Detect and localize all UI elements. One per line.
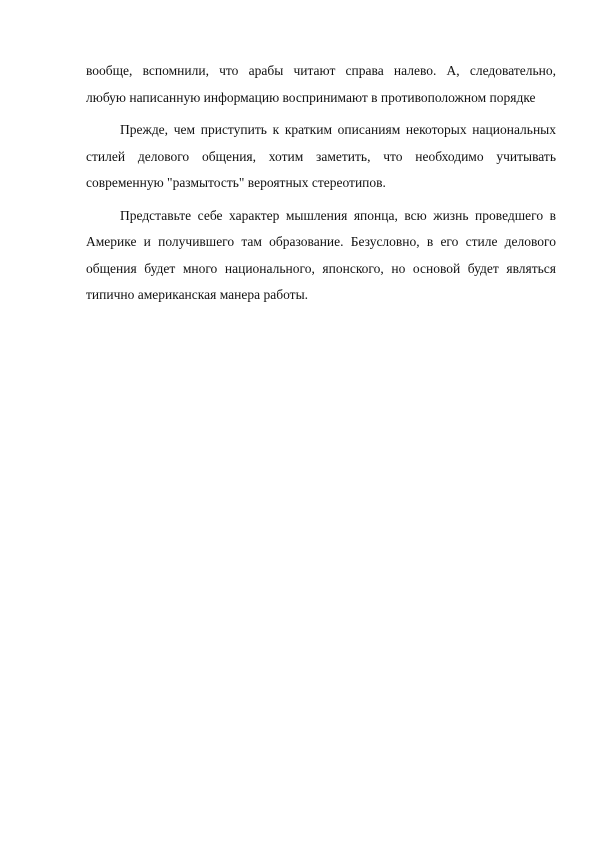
paragraph-1-line-1: вообще, вспомнили, что арабы читают справа налево. А, следовательно, [86,63,556,78]
paragraph-2-line-3: современную "размытость" вероятных стереотипов. [86,175,386,190]
paragraph-2 [86,117,556,197]
paragraph-1-line-2: любую написанную информацию воспринимают в противоположном порядке [86,89,536,105]
paragraph-3-line-2: Америке и получившего там образование. Безусловно, в его стиле делового [86,234,556,249]
paragraph-3-line-1: Представьте себе характер мышления японца, всю жизнь проведшего в [120,207,556,223]
paragraph-2-line-2: стилей делового общения, хотим заметить, что необходимо учитывать [86,148,556,164]
paragraph-3-line-4: типично американская манера работы. [86,287,309,302]
paragraph-3 [86,203,556,309]
body-text [86,58,556,309]
paragraph-3-line-3: общения будет много национального, японского, но основой будет являться [86,260,556,276]
paragraph-1 [86,58,556,111]
paragraph-2-line-1: Прежде, чем приступить к кратким описаниям некоторых национальных [120,122,556,137]
